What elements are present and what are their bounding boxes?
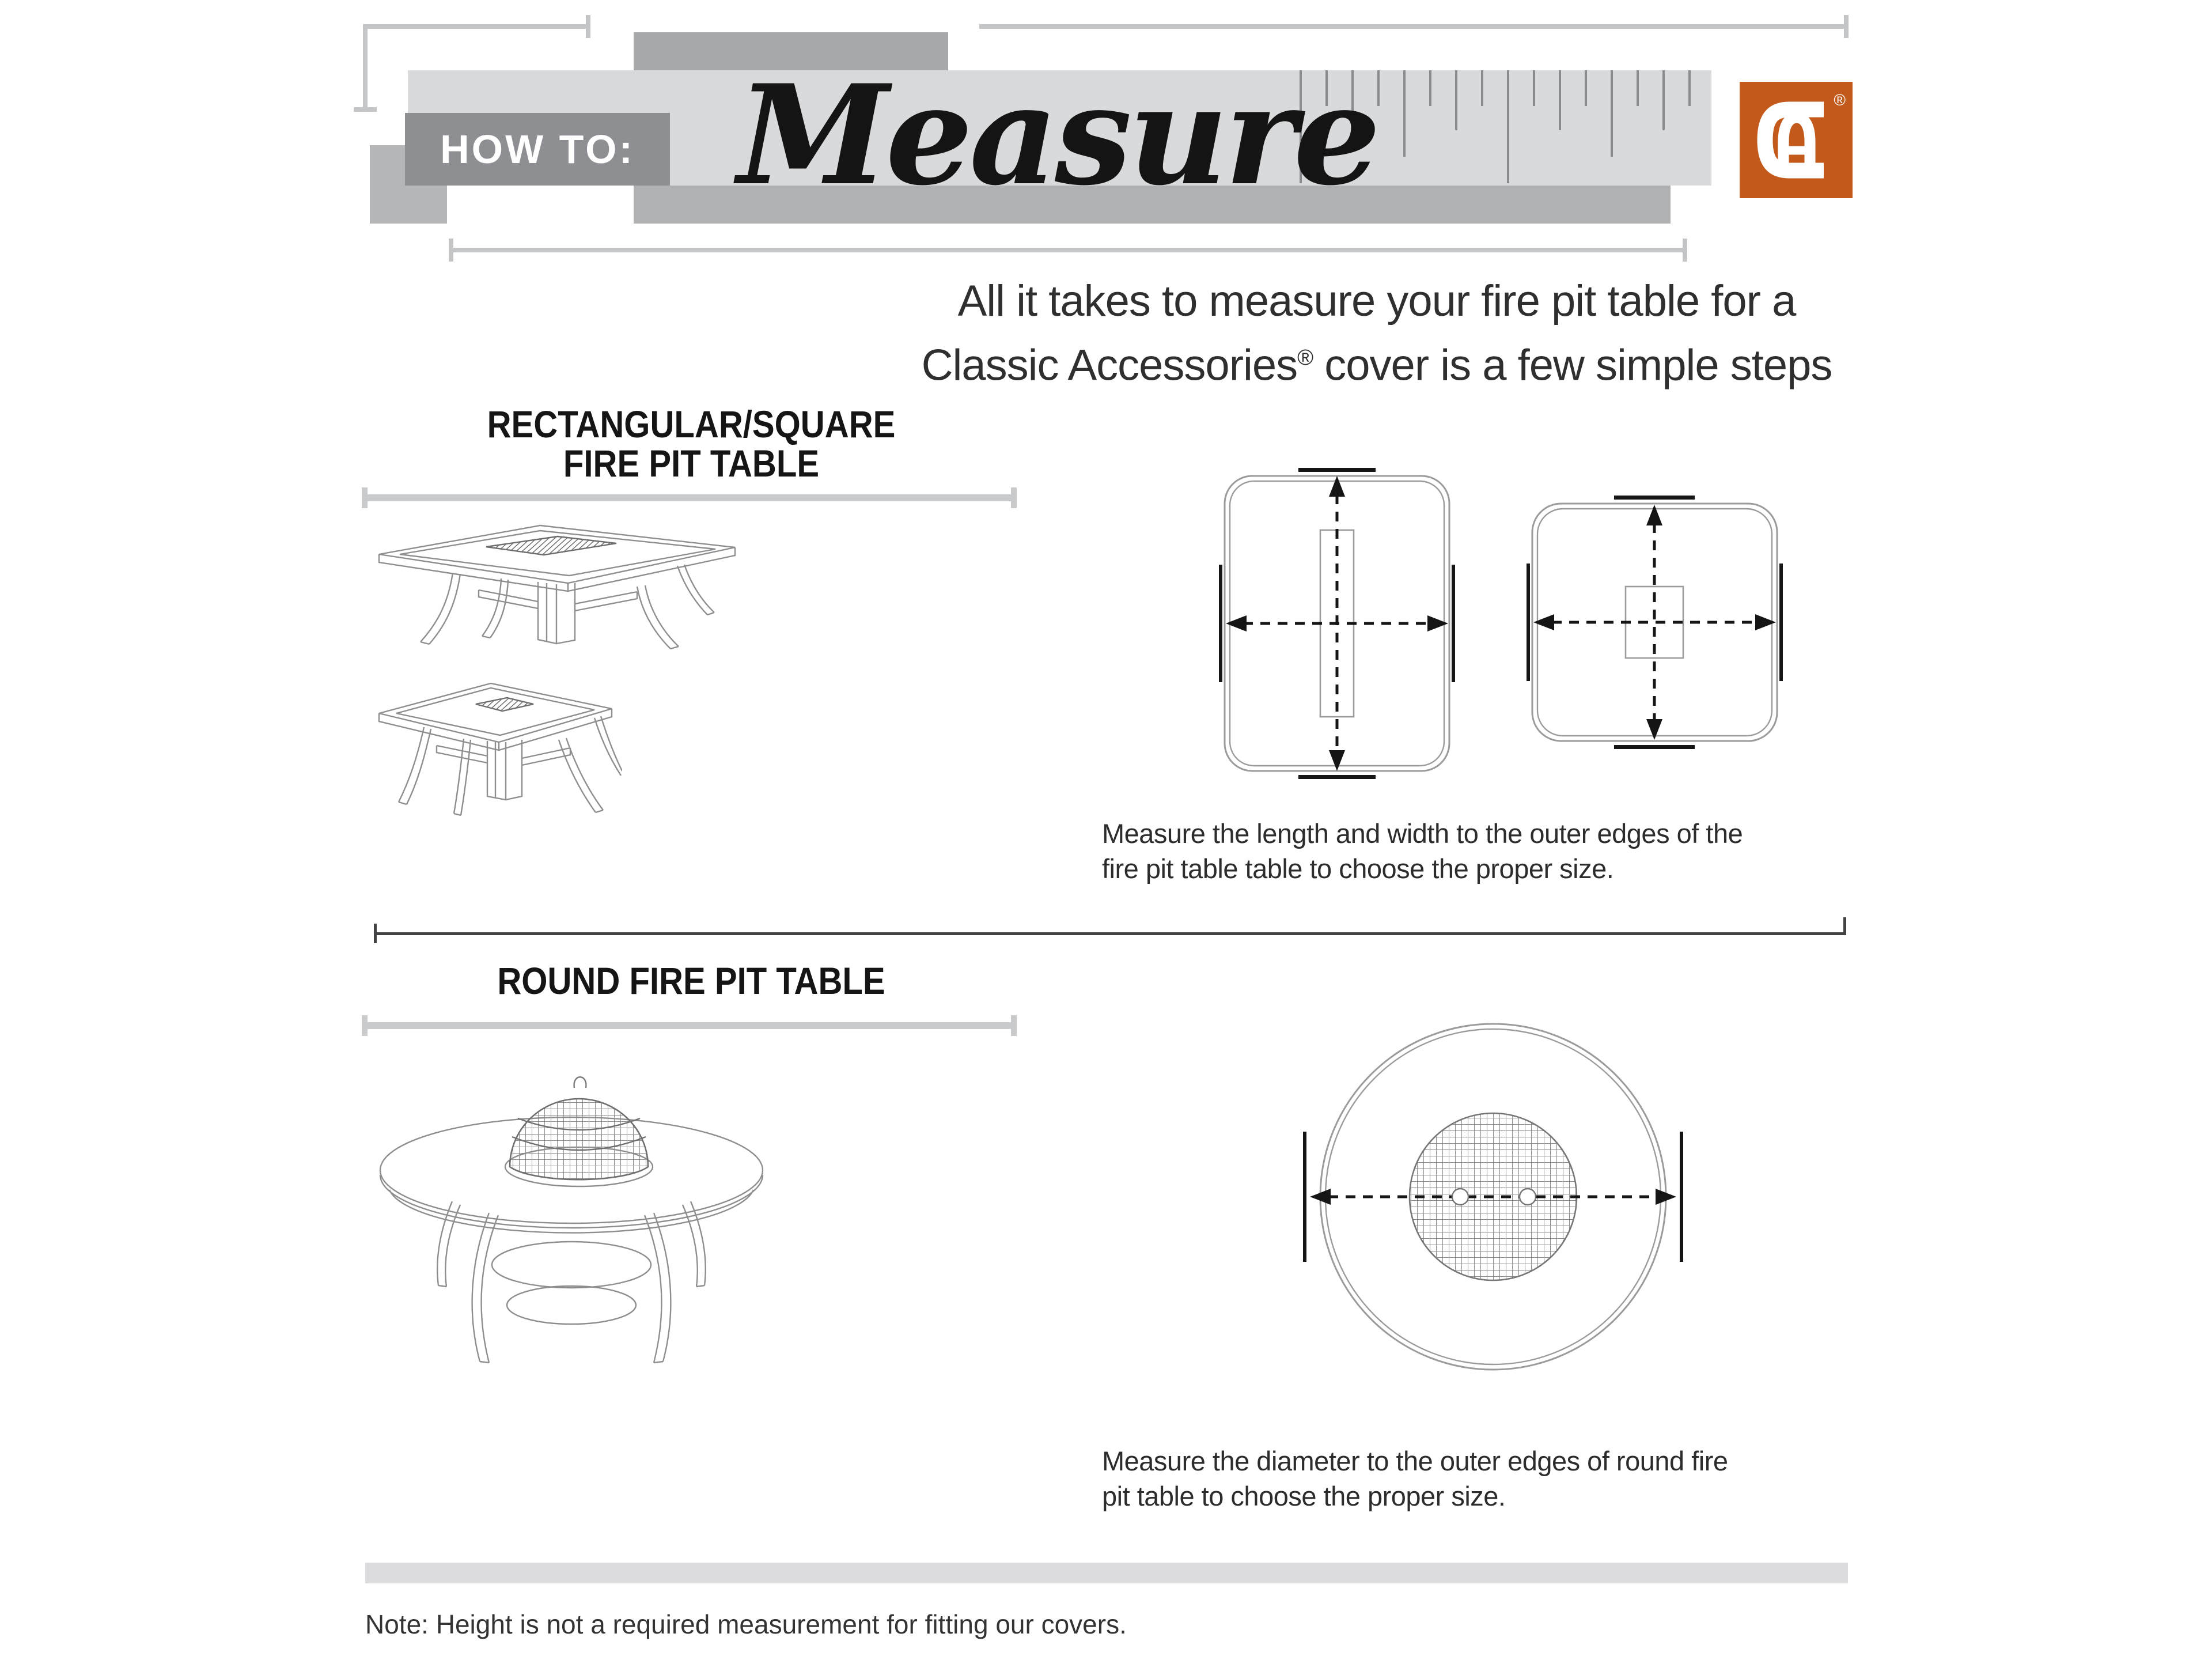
logo-registered-mark: ® xyxy=(1834,91,1846,109)
bracket-below-header-right-tick xyxy=(1683,239,1687,262)
round-section-title: ROUND FIRE PIT TABLE xyxy=(497,959,885,1002)
rect-section-title-line1: RECTANGULAR/SQUARE xyxy=(487,403,896,445)
brand-logo xyxy=(1740,82,1853,198)
bracket-top-left-end-tick xyxy=(586,15,590,38)
intro-registered-mark: ® xyxy=(1297,346,1313,370)
round-caption-line2: pit table to choose the proper size. xyxy=(1102,1481,1506,1511)
round-measure-diagram xyxy=(1303,1004,1683,1390)
intro-text xyxy=(887,273,1866,394)
round-fire-pit-table-illustration xyxy=(367,1039,776,1386)
round-measure-bar-right-tick xyxy=(1011,1015,1017,1036)
rect-caption-line1: Measure the length and width to the outer edges of the xyxy=(1102,818,1743,849)
bracket-below-header-left-tick xyxy=(449,239,453,262)
bracket-below-header-horizontal xyxy=(449,248,1687,252)
rect-measure-bar-left-tick xyxy=(362,487,368,508)
round-measure-bar-left-tick xyxy=(362,1015,368,1036)
rect-section-measure-bar xyxy=(365,494,1014,501)
bracket-top-left-horizontal xyxy=(363,24,590,29)
section-divider xyxy=(374,932,1846,935)
bracket-top-left-foot xyxy=(354,107,377,112)
rect-section-title xyxy=(346,404,1037,483)
bracket-top-right-horizontal xyxy=(979,24,1849,29)
square-fire-pit-table-illustration xyxy=(369,672,622,829)
script-title-wrap xyxy=(737,55,1377,216)
bracket-top-right-end-tick xyxy=(1844,15,1849,38)
footer-note: Note: Height is not a required measurement for fitting our covers. xyxy=(365,1609,1127,1639)
square-measure-diagram xyxy=(1527,496,1783,749)
rect-caption-line2: fire pit table table to choose the proper size. xyxy=(1102,853,1614,884)
howto-label: HOW TO: xyxy=(440,127,635,172)
round-caption-line1: Measure the diameter to the outer edges of round fire xyxy=(1102,1446,1728,1476)
round-section-title-wrap xyxy=(346,961,1037,1000)
howto-banner xyxy=(405,113,670,186)
round-section-measure-bar xyxy=(365,1022,1014,1029)
intro-line2: Classic Accessories® cover is a few simple steps xyxy=(921,341,1832,390)
rect-measure-bar-right-tick xyxy=(1011,487,1017,508)
rect-section-caption xyxy=(1102,816,1920,886)
rect-fire-pit-table-illustration xyxy=(366,517,747,665)
section-divider-right-riser xyxy=(1843,917,1846,933)
round-section-caption xyxy=(1102,1443,1920,1514)
page-title: Measure xyxy=(737,55,1377,216)
rect-measure-diagram xyxy=(1219,468,1455,779)
section-divider-left-tick xyxy=(374,924,377,943)
rect-section-title-line2: FIRE PIT TABLE xyxy=(563,442,820,485)
footer-gray-bar xyxy=(365,1563,1848,1583)
bracket-top-left-vertical xyxy=(363,24,368,112)
intro-line1: All it takes to measure your fire pit table for a xyxy=(957,277,1796,326)
